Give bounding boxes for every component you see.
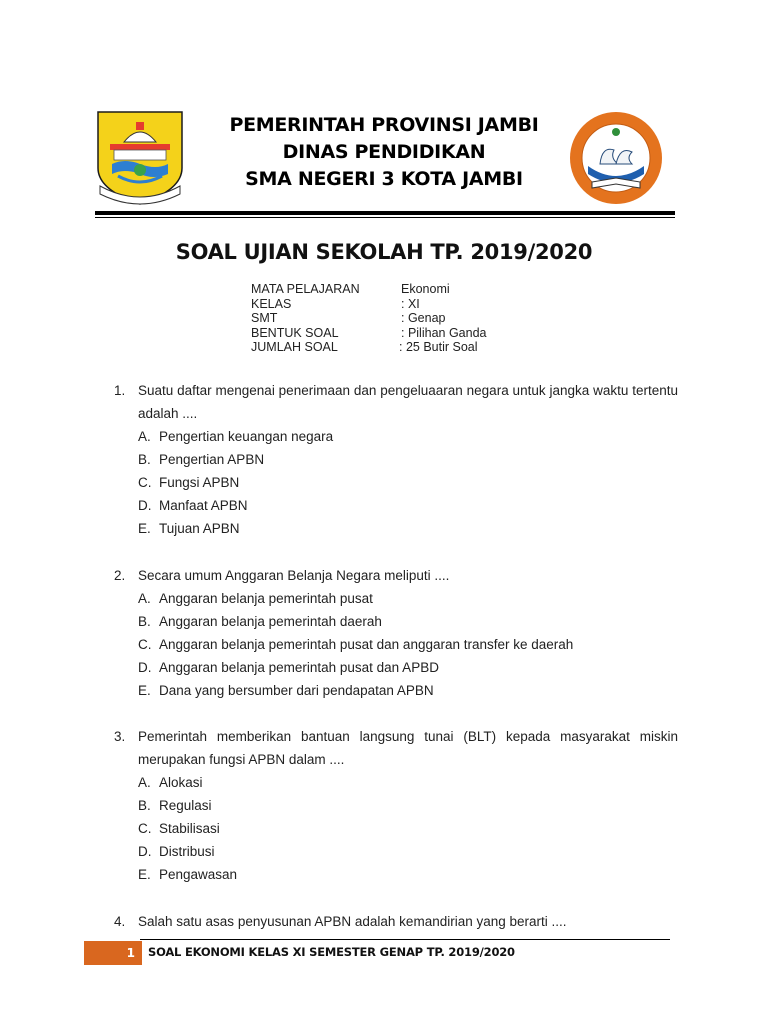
option-a bbox=[138, 425, 678, 448]
option-c bbox=[138, 633, 678, 656]
info-label: SMT bbox=[251, 311, 278, 325]
option-e bbox=[138, 517, 678, 540]
header-line-department: DINAS PENDIDIKAN bbox=[282, 141, 486, 163]
option-d bbox=[138, 840, 678, 863]
option-text: Regulasi bbox=[159, 798, 212, 813]
option-c bbox=[138, 471, 678, 494]
option-letter: E. bbox=[138, 683, 151, 698]
option-text: Manfaat APBN bbox=[159, 498, 248, 513]
option-c bbox=[138, 817, 678, 840]
option-list bbox=[138, 587, 678, 702]
letterhead-rule-thin bbox=[95, 217, 675, 218]
option-text: Pengertian keuangan negara bbox=[159, 429, 334, 444]
option-text: Pengertian APBN bbox=[159, 452, 265, 467]
option-d bbox=[138, 494, 678, 517]
school-emblem-icon bbox=[566, 108, 666, 208]
option-letter: C. bbox=[138, 637, 152, 652]
option-letter: B. bbox=[138, 452, 151, 467]
option-d bbox=[138, 656, 678, 679]
option-letter: E. bbox=[138, 867, 151, 882]
question-4 bbox=[114, 910, 678, 933]
info-value: : Genap bbox=[401, 311, 446, 325]
option-letter: A. bbox=[138, 591, 151, 606]
question-number: 3. bbox=[114, 729, 126, 744]
option-a bbox=[138, 587, 678, 610]
info-label: MATA PELAJARAN bbox=[251, 282, 360, 296]
footer-text: SOAL EKONOMI KELAS XI SEMESTER GENAP TP. 2019/2020 bbox=[148, 945, 515, 959]
question-3 bbox=[114, 725, 678, 886]
option-text: Pengawasan bbox=[159, 867, 238, 882]
question-number: 4. bbox=[114, 914, 126, 929]
option-letter: C. bbox=[138, 821, 152, 836]
option-text: Anggaran belanja pemerintah pusat dan APBD bbox=[159, 660, 439, 675]
option-text: Anggaran belanja pemerintah pusat bbox=[159, 591, 373, 606]
option-b bbox=[138, 448, 678, 471]
option-text: Tujuan APBN bbox=[159, 521, 240, 536]
option-letter: E. bbox=[138, 521, 151, 536]
option-e bbox=[138, 863, 678, 886]
header-line-school: SMA NEGERI 3 KOTA JAMBI bbox=[245, 168, 523, 190]
option-text: Fungsi APBN bbox=[159, 475, 240, 490]
info-value: : Pilihan Ganda bbox=[401, 325, 487, 340]
option-text: Distribusi bbox=[159, 844, 215, 859]
option-text: Alokasi bbox=[159, 775, 203, 790]
question-number: 1. bbox=[114, 383, 126, 398]
question-text: Secara umum Anggaran Belanja Negara meliputi .... bbox=[138, 568, 450, 583]
option-text: Stabilisasi bbox=[159, 821, 220, 836]
question-text: Salah satu asas penyusunan APBN adalah kemandirian yang berarti .... bbox=[138, 914, 567, 929]
question-number: 2. bbox=[114, 568, 126, 583]
header-line-government: PEMERINTAH PROVINSI JAMBI bbox=[229, 114, 539, 136]
option-letter: D. bbox=[138, 844, 152, 859]
option-letter: A. bbox=[138, 429, 151, 444]
question-1 bbox=[114, 379, 678, 540]
info-label: BENTUK SOAL bbox=[251, 325, 339, 340]
option-b bbox=[138, 610, 678, 633]
page-number: 1 bbox=[84, 941, 142, 965]
option-letter: B. bbox=[138, 798, 151, 813]
question-text: Suatu daftar mengenai penerimaan dan pengeluaaran negara untuk jangka waktu tertentu adalah .... bbox=[138, 383, 678, 421]
footer-rule bbox=[140, 939, 670, 940]
question-text: Pemerintah memberikan bantuan langsung tunai (BLT) kepada masyarakat miskin merupakan fungsi APBN dalam .... bbox=[138, 729, 678, 767]
option-e bbox=[138, 679, 678, 702]
option-text: Anggaran belanja pemerintah daerah bbox=[159, 614, 382, 629]
info-label: KELAS bbox=[251, 296, 292, 311]
info-value: : XI bbox=[401, 296, 420, 311]
option-list bbox=[138, 425, 678, 540]
info-label: JUMLAH SOAL bbox=[251, 340, 338, 354]
info-value: : 25 Butir Soal bbox=[399, 340, 478, 354]
option-letter: C. bbox=[138, 475, 152, 490]
option-text: Anggaran belanja pemerintah pusat dan anggaran transfer ke daerah bbox=[159, 637, 574, 652]
option-letter: A. bbox=[138, 775, 151, 790]
option-text: Dana yang bersumber dari pendapatan APBN bbox=[159, 683, 434, 698]
option-a bbox=[138, 771, 678, 794]
option-letter: B. bbox=[138, 614, 151, 629]
exam-title: SOAL UJIAN SEKOLAH TP. 2019/2020 bbox=[175, 240, 593, 264]
question-2 bbox=[114, 564, 678, 702]
option-b bbox=[138, 794, 678, 817]
option-list bbox=[138, 771, 678, 886]
option-letter: D. bbox=[138, 660, 152, 675]
letterhead-rule-thick bbox=[95, 211, 675, 215]
option-letter: D. bbox=[138, 498, 152, 513]
info-value: Ekonomi bbox=[401, 282, 450, 296]
